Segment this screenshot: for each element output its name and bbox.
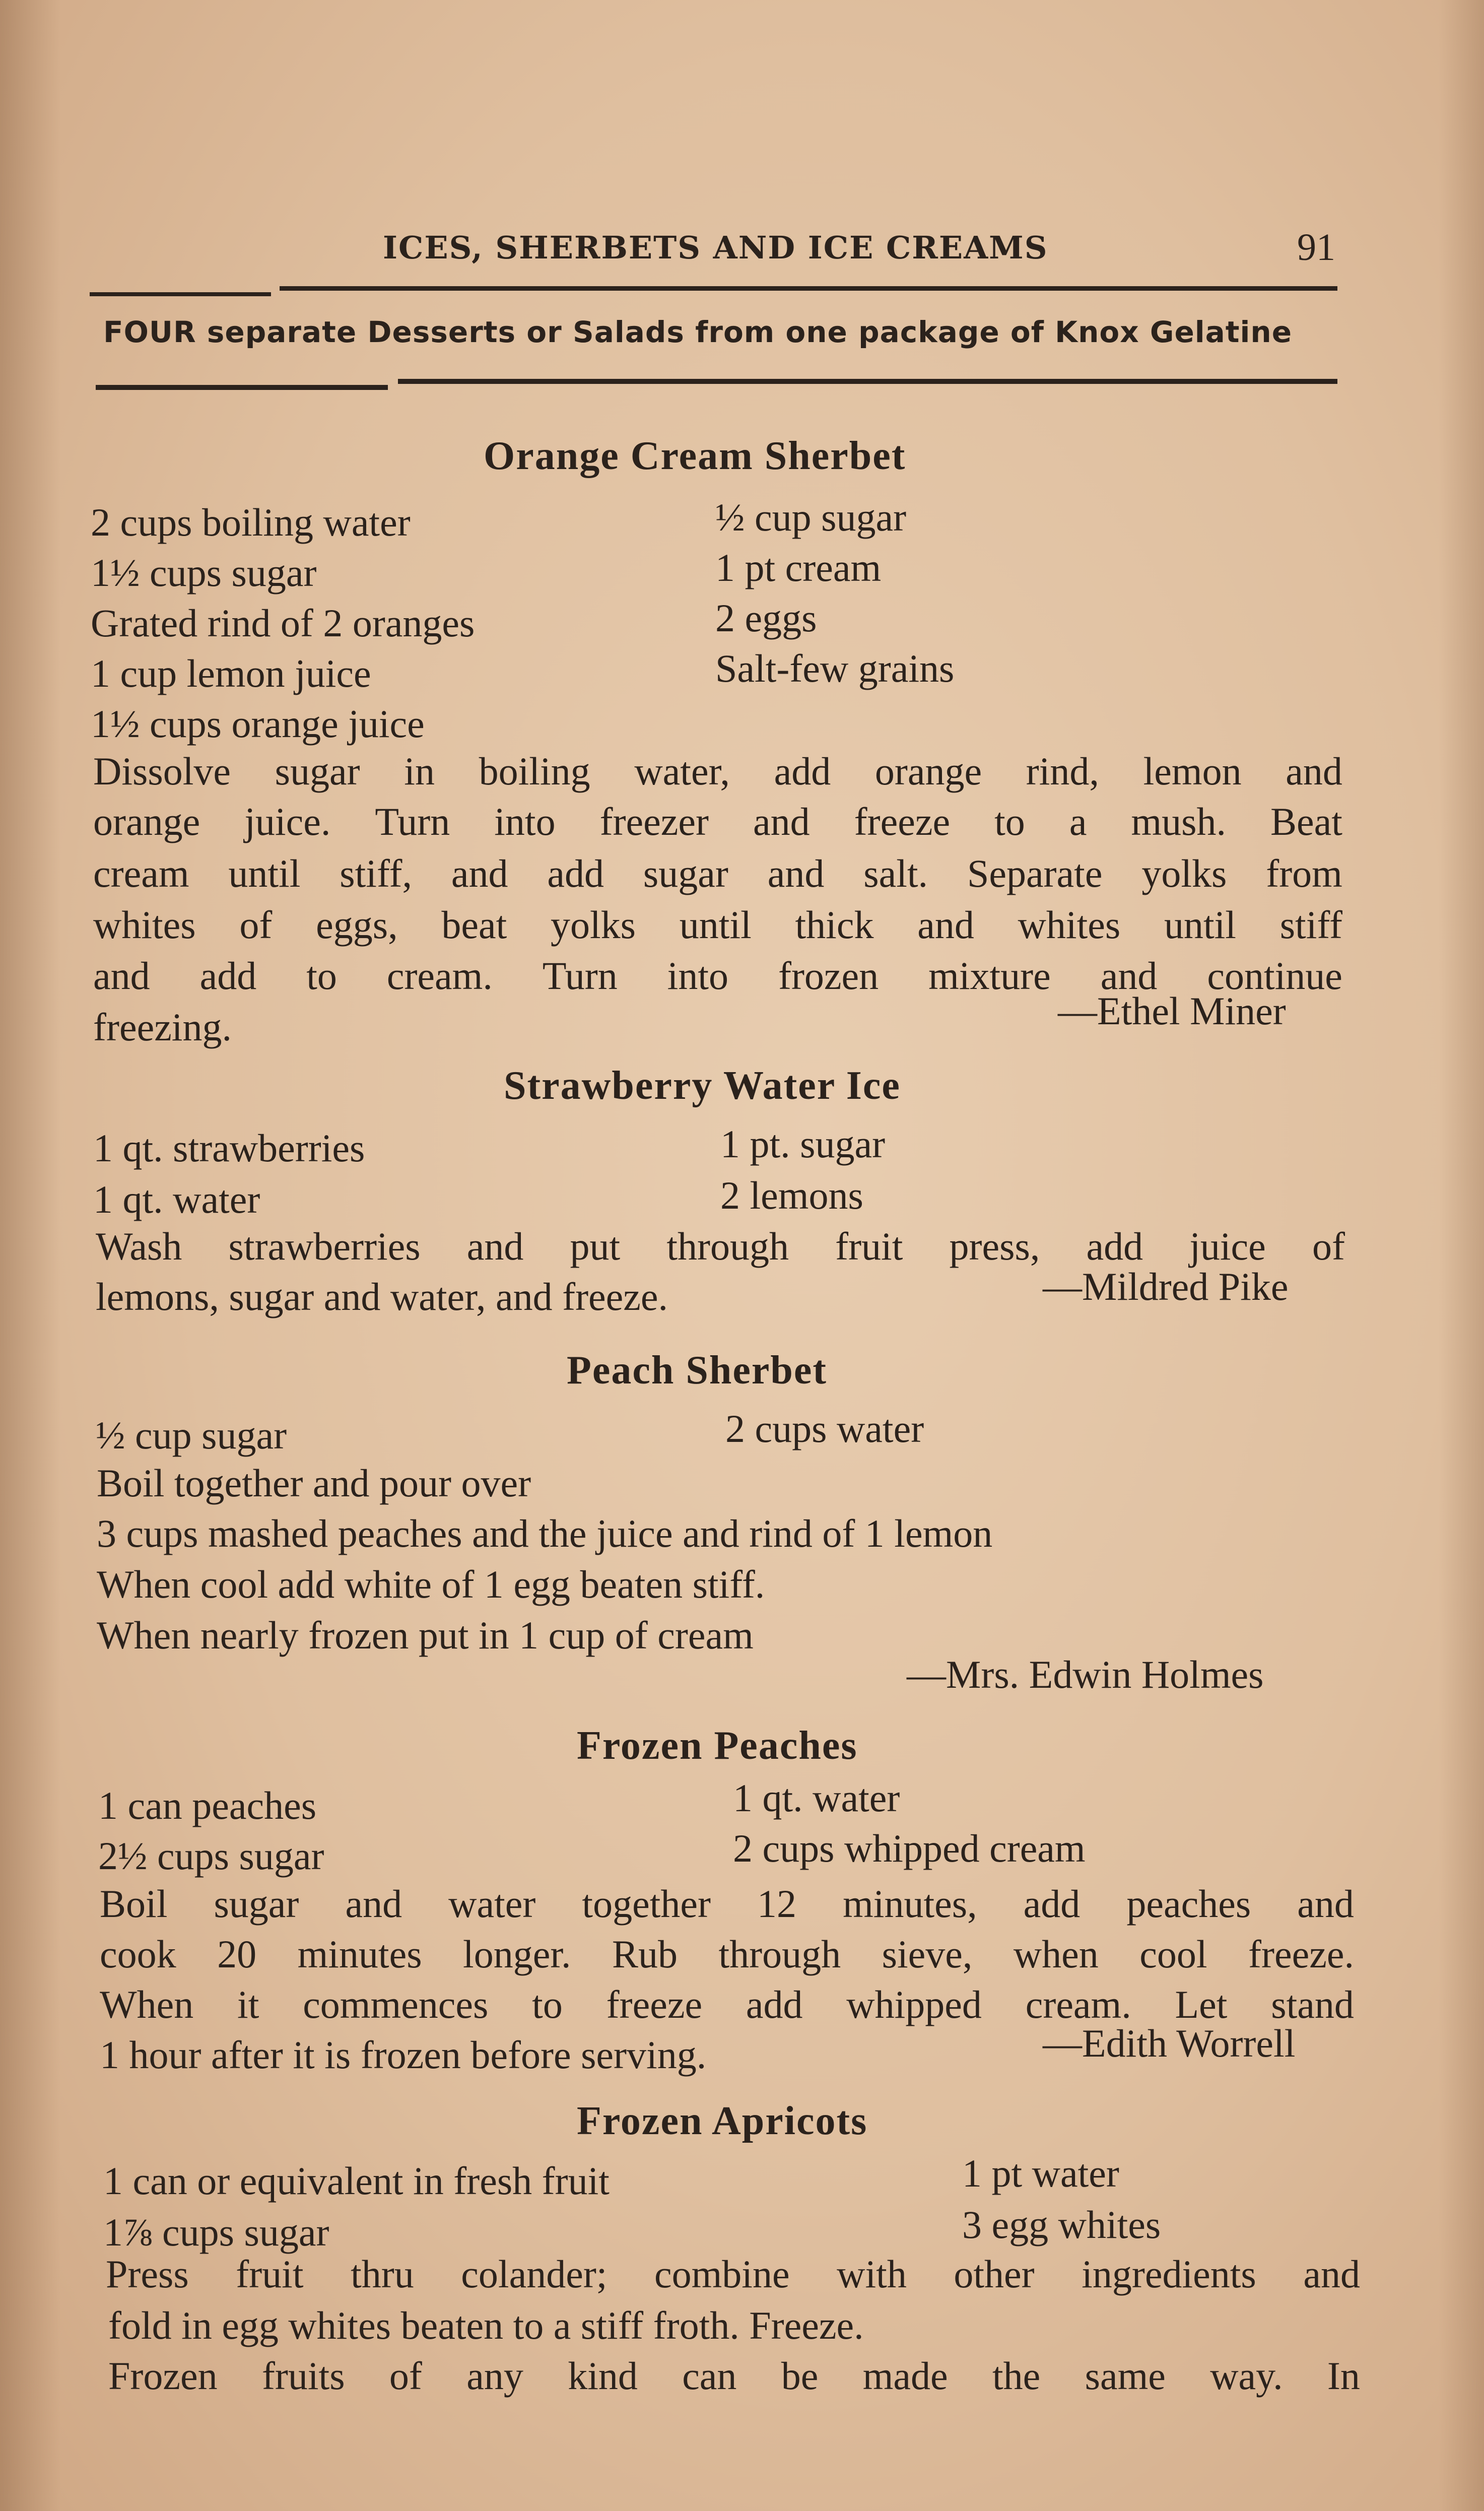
ingredient: 2 cups water [725,1407,924,1450]
recipe-title-peach-sherbet: Peach Sherbet [567,1348,828,1393]
direction-line: Press fruit thru colander; combine with other ingredients and [106,2252,1360,2296]
recipe-title-orange-cream-sherbet: Orange Cream Sherbet [484,434,906,478]
knox-banner: FOUR separate Desserts or Salads from one package of Knox Gelatine [103,315,1293,349]
top-rule-right [280,286,1337,291]
top-rule-left [90,292,271,296]
direction-line: and add to cream. Turn into frozen mixture and continue [93,954,1342,998]
direction-line: cream until stiff, and add sugar and salt. Separate yolks from [93,851,1342,895]
direction-line: Boil together and pour over [97,1461,531,1505]
direction-line: Dissolve sugar in boiling water, add orange rind, lemon and [93,749,1342,793]
recipe-title-frozen-apricots: Frozen Apricots [577,2099,868,2143]
direction-line: whites of eggs, beat yolks until thick and whites until stiff [93,903,1342,947]
ingredient: ½ cup sugar [715,495,907,539]
ingredient: 1½ cups sugar [91,551,317,594]
direction-line: freezing. [93,1005,232,1049]
ingredient: 3 egg whites [962,2203,1161,2246]
ingredient: 1½ cups orange juice [91,702,425,746]
ingredient: Salt-few grains [715,646,955,690]
ingredient: 2 eggs [715,596,817,640]
ingredient: 2 cups whipped cream [733,1826,1086,1870]
recipe-title-strawberry-water-ice: Strawberry Water Ice [504,1064,901,1108]
direction-line: Wash strawberries and put through fruit press, add juice of [96,1224,1345,1268]
recipe-author: —Ethel Miner [1058,989,1286,1033]
ingredient: 1 can peaches [98,1783,317,1827]
ingredient: Grated rind of 2 oranges [91,601,475,645]
ingredient: 1 qt. strawberries [93,1126,365,1170]
ingredient: 2 lemons [720,1173,863,1217]
direction-line: When cool add white of 1 egg beaten stiff. [97,1562,765,1606]
direction-line: fold in egg whites beaten to a stiff froth. Freeze. [108,2303,864,2347]
ingredient: 1 can or equivalent in fresh fruit [103,2159,610,2203]
ingredient: 1⅞ cups sugar [103,2210,329,2254]
direction-line: 3 cups mashed peaches and the juice and rind of 1 lemon [97,1511,993,1555]
direction-line: lemons, sugar and water, and freeze. [96,1275,668,1318]
ingredient: ½ cup sugar [96,1413,287,1457]
ingredient: 1 pt. sugar [720,1122,886,1166]
banner-rule-right [398,379,1337,384]
page-number: 91 [1297,226,1335,269]
direction-line: 1 hour after it is frozen before serving. [100,2033,707,2077]
direction-line: When it commences to freeze add whipped cream. Let stand [100,1983,1354,2026]
ingredient: 2 cups boiling water [91,500,411,544]
recipe-author: —Edith Worrell [1043,2021,1296,2065]
ingredient: 1 qt. water [93,1177,260,1221]
direction-line: Frozen fruits of any kind can be made the same way. In [108,2354,1360,2398]
ingredient: 1 pt cream [715,546,882,589]
banner-rule-left [96,385,388,390]
recipe-author: —Mrs. Edwin Holmes [907,1653,1264,1696]
direction-line: When nearly frozen put in 1 cup of cream [97,1613,754,1657]
direction-line: cook 20 minutes longer. Rub through sieve, when cool freeze. [100,1932,1354,1976]
ingredient: 1 qt. water [733,1776,900,1820]
ingredient: 1 pt water [962,2151,1119,2195]
ingredient: 1 cup lemon juice [91,651,371,695]
running-head: ICES, SHERBETS AND ICE CREAMS [383,229,1048,266]
recipe-title-frozen-peaches: Frozen Peaches [577,1724,858,1768]
ingredient: 2½ cups sugar [98,1834,324,1878]
direction-line: orange juice. Turn into freezer and freeze to a mush. Beat [93,800,1342,843]
direction-line: Boil sugar and water together 12 minutes, add peaches and [100,1882,1354,1926]
recipe-author: —Mildred Pike [1043,1265,1289,1308]
